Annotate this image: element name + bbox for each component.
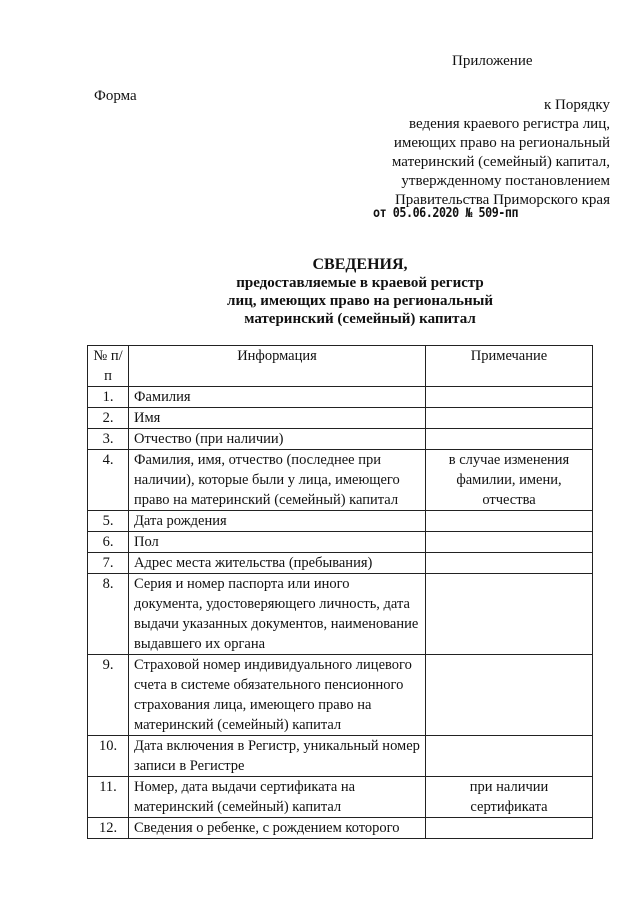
row-info: Сведения о ребенке, с рождением которого — [129, 818, 426, 839]
title-line: материнский (семейный) капитал — [244, 311, 476, 327]
row-note — [426, 553, 593, 574]
row-info: Пол — [129, 532, 426, 553]
table-row — [88, 532, 593, 553]
row-num: 11. — [88, 777, 129, 818]
table-row — [88, 387, 593, 408]
row-info: Серия и номер паспорта или иного документа, удостоверяющего личность, дата выдачи указанных документов, наименование выдавшего их органа — [129, 574, 426, 655]
row-info: Дата рождения — [129, 511, 426, 532]
row-note — [426, 387, 593, 408]
order-line: утвержденному постановлением — [401, 173, 610, 189]
decree-stamp: от 05.06.2020 № 509-пп — [373, 206, 519, 221]
header-note: Примечание — [426, 346, 593, 387]
row-num: 5. — [88, 511, 129, 532]
order-line: к Порядку — [544, 97, 610, 113]
table-row — [88, 429, 593, 450]
order-line: ведения краевого регистра лиц, — [409, 116, 610, 132]
title-line: СВЕДЕНИЯ, — [312, 256, 408, 273]
row-info: Фамилия — [129, 387, 426, 408]
row-info: Фамилия, имя, отчество (последнее при наличии), которые были у лица, имеющего право на материнский (семейный) капитал — [129, 450, 426, 511]
row-note — [426, 408, 593, 429]
row-num: 2. — [88, 408, 129, 429]
row-note: при наличии сертификата — [426, 777, 593, 818]
order-line: Правительства Приморского края — [394, 192, 610, 208]
header-num: № п/п — [88, 346, 129, 387]
row-num: 4. — [88, 450, 129, 511]
row-num: 10. — [88, 736, 129, 777]
information-table — [87, 345, 593, 839]
order-line: материнский (семейный) капитал, — [391, 154, 610, 170]
row-num: 1. — [88, 387, 129, 408]
table-row — [88, 574, 593, 655]
row-note — [426, 532, 593, 553]
appendix-label: Приложение — [452, 53, 533, 69]
row-note — [426, 511, 593, 532]
row-note — [426, 736, 593, 777]
row-num: 8. — [88, 574, 129, 655]
title-line: предоставляемые в краевой регистр — [236, 275, 484, 291]
table-header-row — [88, 346, 593, 387]
table-row — [88, 736, 593, 777]
table-row — [88, 511, 593, 532]
form-label: Форма — [94, 88, 137, 104]
row-note: в случае изменения фамилии, имени, отчества — [426, 450, 593, 511]
document-title — [40, 256, 640, 328]
row-num: 3. — [88, 429, 129, 450]
row-num: 7. — [88, 553, 129, 574]
row-info: Дата включения в Регистр, уникальный номер записи в Регистре — [129, 736, 426, 777]
row-note — [426, 818, 593, 839]
row-note — [426, 574, 593, 655]
table-row — [88, 655, 593, 736]
row-info: Отчество (при наличии) — [129, 429, 426, 450]
row-num: 9. — [88, 655, 129, 736]
row-info: Страховой номер индивидуального лицевого счета в системе обязательного пенсионного страхования лица, имеющего право на материнский (семейный) капитал — [129, 655, 426, 736]
table-row — [88, 553, 593, 574]
row-info: Номер, дата выдачи сертификата на материнский (семейный) капитал — [129, 777, 426, 818]
row-note — [426, 655, 593, 736]
row-num: 6. — [88, 532, 129, 553]
table-row — [88, 818, 593, 839]
row-note — [426, 429, 593, 450]
row-info: Имя — [129, 408, 426, 429]
title-line: лиц, имеющих право на региональный — [227, 293, 493, 309]
row-num: 12. — [88, 818, 129, 839]
row-info: Адрес места жительства (пребывания) — [129, 553, 426, 574]
table-row — [88, 777, 593, 818]
header-info: Информация — [129, 346, 426, 387]
order-line: имеющих право на региональный — [393, 135, 610, 151]
table-row — [88, 450, 593, 511]
order-reference — [310, 96, 610, 210]
table-row — [88, 408, 593, 429]
